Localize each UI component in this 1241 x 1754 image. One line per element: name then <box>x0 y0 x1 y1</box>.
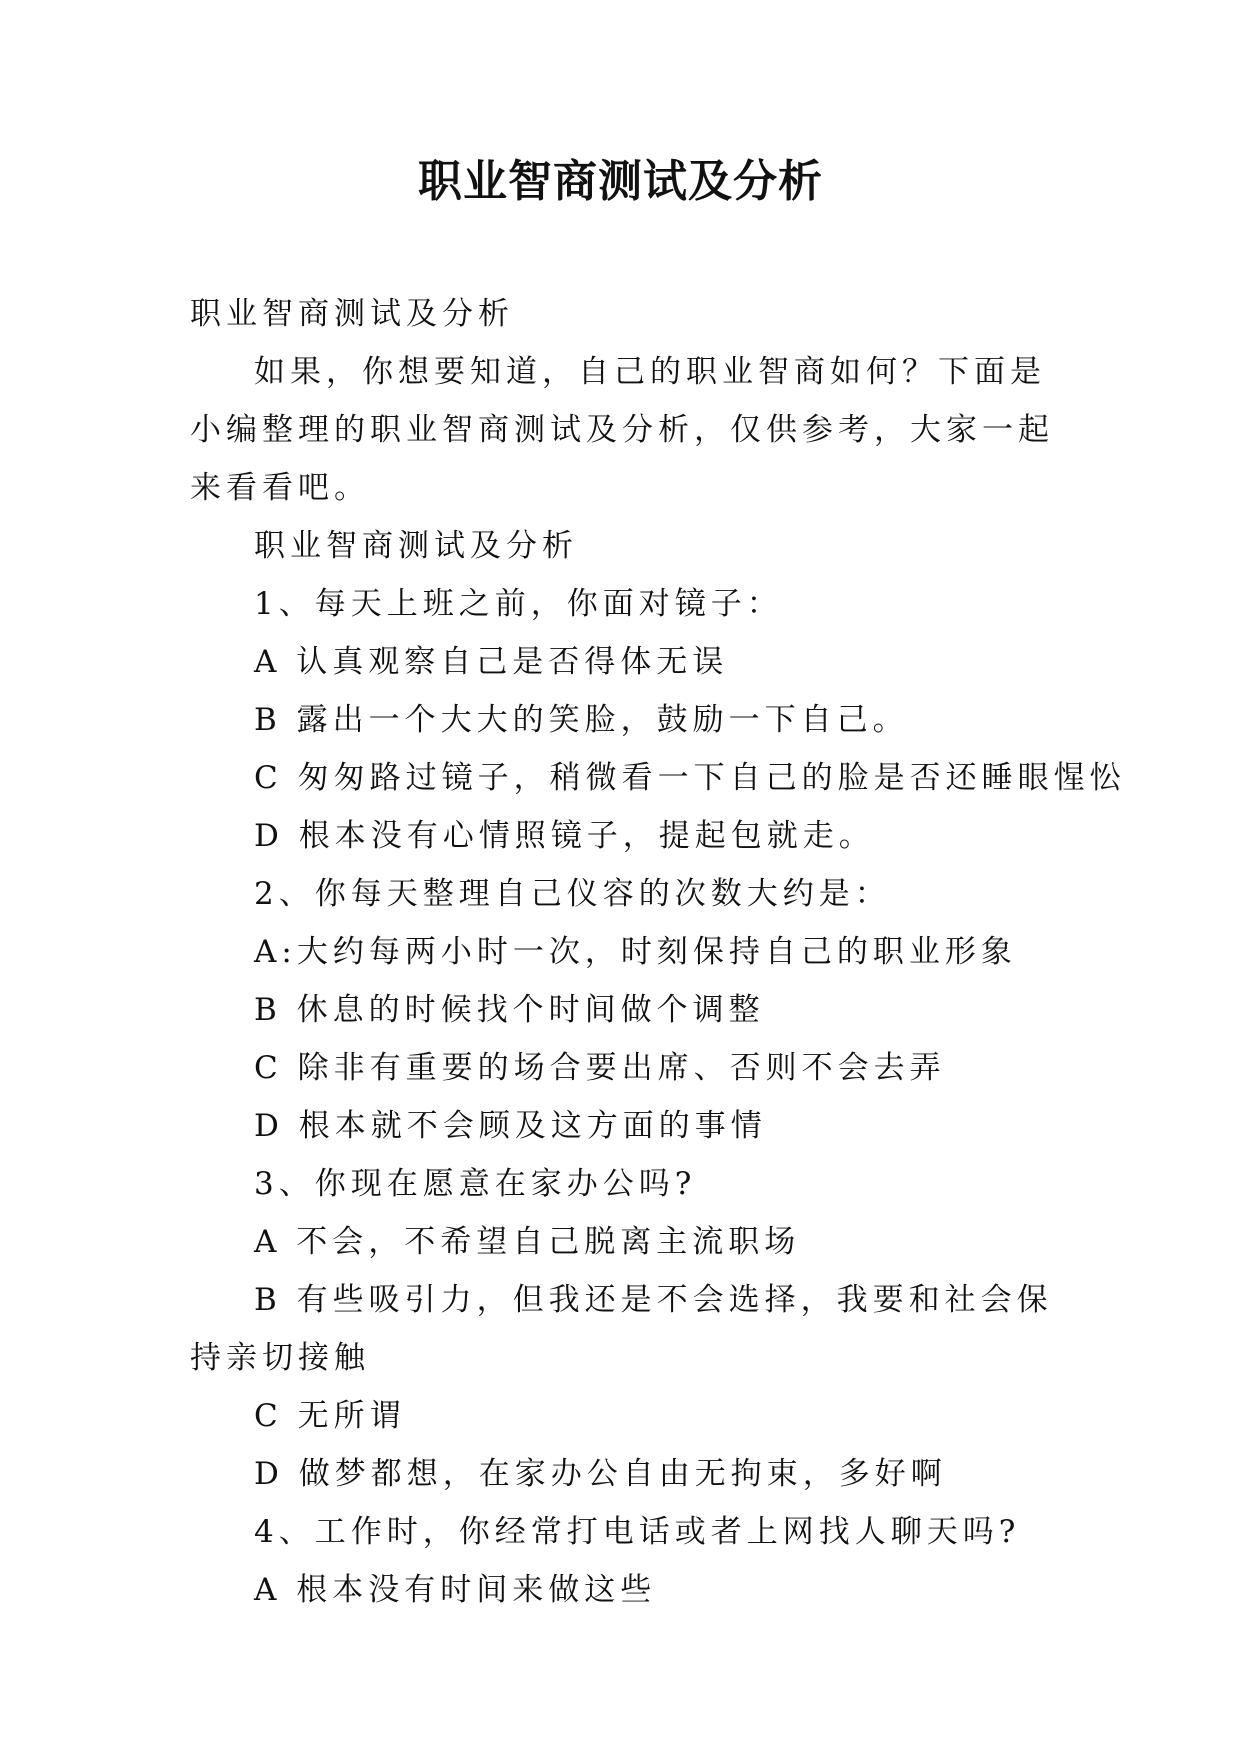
question-3-option-d: D 做梦都想，在家办公自由无拘束，多好啊 <box>254 1456 947 1492</box>
question-1-option-b: B 露出一个大大的笑脸，鼓励一下自己。 <box>254 702 909 738</box>
question-2: 2、你每天整理自己仪容的次数大约是： <box>254 876 891 912</box>
question-1-option-d: D 根本没有心情照镜子，提起包就走。 <box>254 818 875 854</box>
question-4-option-a: A 根本没有时间来做这些 <box>254 1572 657 1608</box>
document-body <box>190 285 1126 1619</box>
question-1: 1、每天上班之前，你面对镜子： <box>254 586 783 622</box>
intro-paragraph: 如果，你想要知道，自己的职业智商如何？下面是小编整理的职业智商测试及分析，仅供参考，大家一起来看看吧。 <box>190 354 1054 506</box>
document-title: 职业智商测试及分析 <box>418 156 823 207</box>
section-heading: 职业智商测试及分析 <box>254 528 578 564</box>
question-2-option-a: A:大约每两小时一次，时刻保持自己的职业形象 <box>254 934 1017 970</box>
question-3-option-a: A 不会，不希望自己脱离主流职场 <box>254 1224 801 1260</box>
question-1-option-c: C 匆匆路过镜子，稍微看一下自己的脸是否还睡眼惺忪 <box>254 760 1126 796</box>
question-4: 4、工作时，你经常打电话或者上网找人聊天吗? <box>254 1514 1021 1550</box>
question-2-option-d: D 根本就不会顾及这方面的事情 <box>254 1108 767 1144</box>
question-1-option-a: A 认真观察自己是否得体无误 <box>254 644 729 680</box>
question-3: 3、你现在愿意在家办公吗? <box>254 1166 697 1202</box>
question-2-option-b: B 休息的时候找个时间做个调整 <box>254 992 765 1028</box>
question-2-option-c: C 除非有重要的场合要出席、否则不会去弄 <box>254 1050 946 1086</box>
question-3-option-c: C 无所谓 <box>254 1398 406 1434</box>
subtitle-line: 职业智商测试及分析 <box>190 296 514 332</box>
question-3-option-b: B 有些吸引力，但我还是不会选择，我要和社会保持亲切接触 <box>190 1282 1053 1376</box>
